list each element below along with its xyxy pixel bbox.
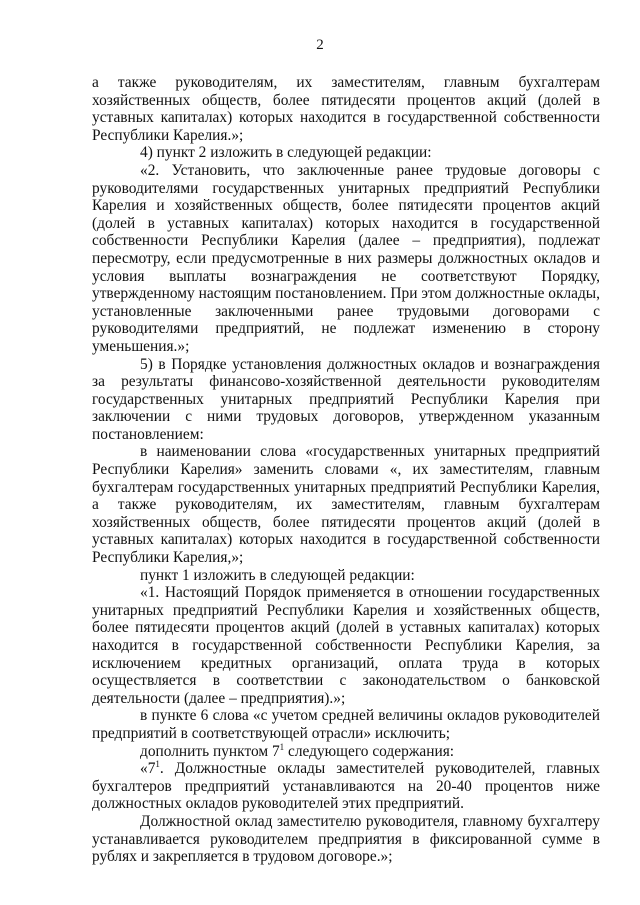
superscript: 1 xyxy=(279,741,285,752)
paragraph-point-6-change: в пункте 6 слова «с учетом средней величины окладов руководителей предприятий в соответствующей отрасли» исключить; xyxy=(92,707,600,742)
document-body xyxy=(92,74,600,866)
paragraph-text: «7 xyxy=(140,760,156,778)
paragraph-point-2-text: «2. Установить, что заключенные ранее трудовые договоры с руководителями государственных унитарных предприятий Республики Карелия и хозяйственных обществ, более пятидесяти процентов акций (долей в уставных капиталах) которых находится в государственной собственности Республики Карелия (далее – предприятия), подлежат пересмотру, если предусмотренные в них размеры должностных окладов и условия выплаты вознаграждения не соответствуют Порядку, утвержденному настоящим постановлением. При этом должностные оклады, установленные заключенными ранее трудовыми договорами с руководителями предприятий, не подлежат изменению в сторону уменьшения.»; xyxy=(92,161,600,355)
paragraph-point-1-text: «1. Настоящий Порядок применяется в отношении государственных унитарных предприятий Республики Карелия и хозяйственных обществ, более пятидесяти процентов акций (долей в уставных капиталах) которых находится в государственной собственности Республики Карелия, за исключением кредитных организаций, оплата труда в которых осуществляется в соответствии с законодательством о банковской деятельности (далее – предприятия).»; xyxy=(92,584,600,707)
paragraph-title-change: в наименовании слова «государственных унитарных предприятий Республики Карелия» заменить словами «, их заместителям, главным бухгалтерам государственных унитарных предприятий Республики Карелия, а также руководителям, их заместителям, главным бухгалтерам хозяйственных обществ, более пятидесяти процентов акций (долей в уставных капиталах) которых находится в государственной собственности Республики Карелия,»; xyxy=(92,443,600,567)
paragraph-text: дополнить пунктом 7 xyxy=(140,742,280,760)
superscript: 1 xyxy=(155,759,160,770)
paragraph-text-after: . Должностные оклады заместителей руководителей, главных бухгалтеров предприятий устанавливаются на 20-40 процентов ниже должностных окладов руководителей этих предприятий. xyxy=(92,760,600,813)
paragraph-point-1-heading: пункт 1 изложить в следующей редакции: xyxy=(140,566,415,584)
page-number: 2 xyxy=(316,37,324,53)
paragraph-salary-clause: Должностной оклад заместителю руководителя, главному бухгалтеру устанавливается руководителем предприятия в фиксированной сумме в рублях и закрепляется в трудовом договоре.»; xyxy=(92,812,600,866)
paragraph-point-7-1-text xyxy=(92,760,600,813)
paragraph-item-5: 5) в Порядке установления должностных окладов и вознаграждения за результаты финансово-хозяйственной деятельности руководителям государственных унитарных предприятий Республики Карелия при заключении с ними трудовых договоров, утвержденном указанным постановлением: xyxy=(92,355,600,443)
paragraph-continuation: а также руководителям, их заместителям, главным бухгалтерам хозяйственных обществ, более пятидесяти процентов акций (долей в уставных капиталах) которых находится в государственной собственности Республики Карелия.»; xyxy=(92,74,600,144)
paragraph-text-after: следующего содержания: xyxy=(284,742,455,760)
paragraph-add-point-7-1 xyxy=(92,743,600,761)
paragraph-item-4: 4) пункт 2 изложить в следующей редакции: xyxy=(140,144,432,162)
